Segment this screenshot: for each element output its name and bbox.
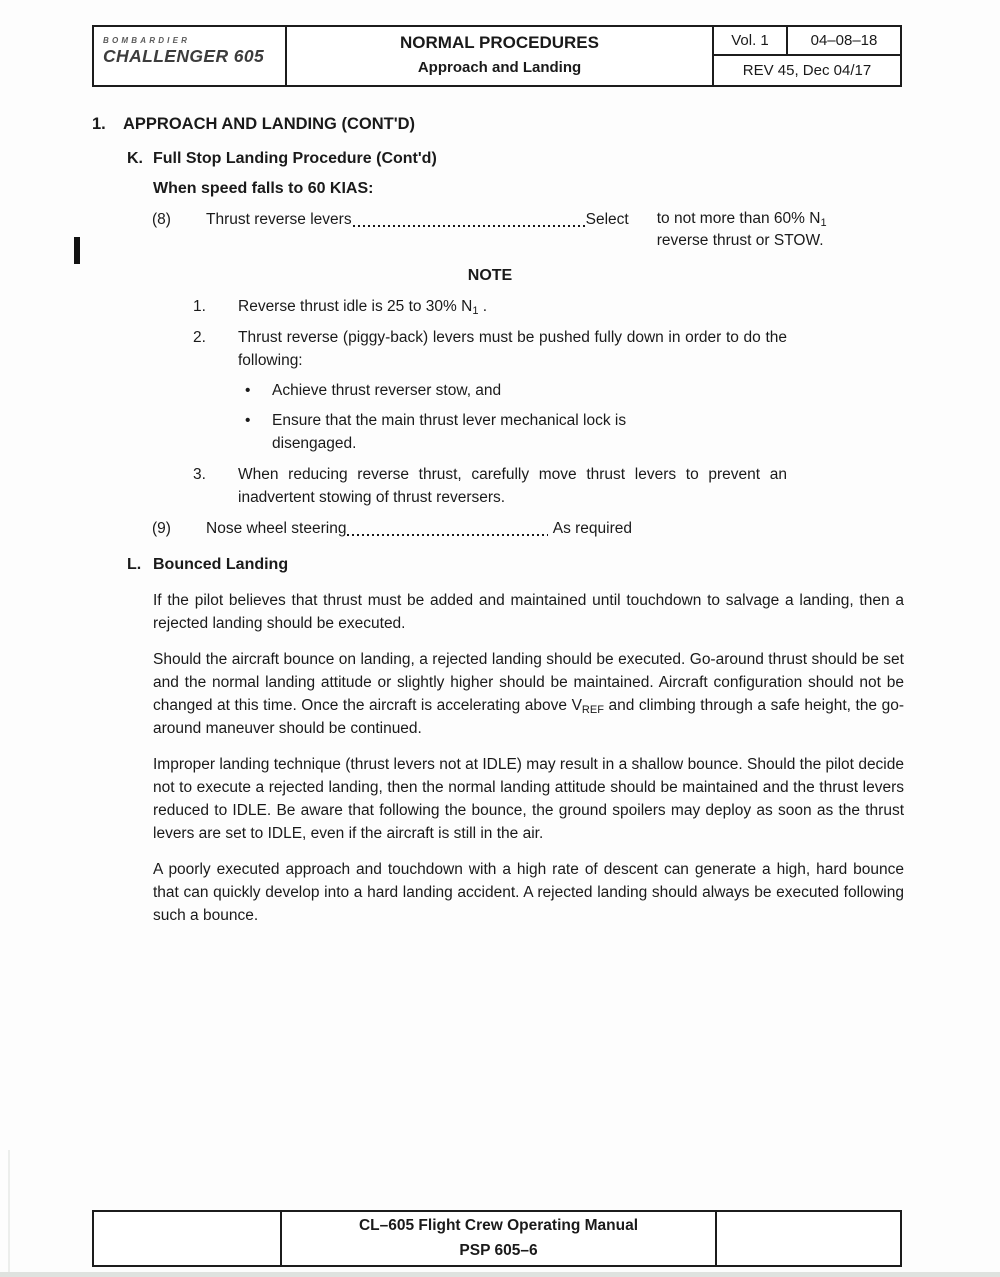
item8-result-line1: to not more than 60% N — [656, 210, 821, 227]
subsection-l-title: Bounced Landing — [153, 556, 289, 573]
note-bullet-1-text: Achieve thrust reverser stow, and — [272, 382, 502, 399]
subsection-k-letter: K. — [127, 150, 143, 167]
paragraph-2-pre: Should the aircraft bounce on landing, a rejected landing should be executed. Go-around thrust should be set and the normal landing attitude or slightly higher should be maintained. Aircraft configuration should not be changed at this time. Once the aircraft is accelerating above V — [153, 651, 904, 714]
item8-action: Select — [585, 211, 629, 228]
header-meta-cell — [712, 27, 900, 85]
note-item-1-pre: Reverse thrust idle is 25 to 30% N — [238, 298, 473, 315]
item9-action: As required — [552, 520, 632, 537]
revision-label: REV 45, Dec 04/17 — [742, 62, 872, 79]
n1-subscript: 1 — [820, 217, 827, 229]
note-item-2-text: Thrust reverse (piggy-back) levers must be pushed fully down in order to do the following: — [238, 329, 787, 369]
note-item-3 — [193, 463, 787, 509]
item8-number: (8) — [152, 211, 171, 228]
note-item-3-number: 3. — [193, 466, 206, 483]
scan-edge-artifact — [0, 1272, 1000, 1277]
subsection-l-heading — [127, 553, 905, 576]
item8-dot-leader — [353, 225, 585, 227]
section-heading — [92, 113, 905, 136]
checklist-item-9-challenge — [152, 517, 632, 540]
item9-label: Nose wheel steering — [206, 520, 347, 537]
note-item-1-text — [238, 295, 787, 318]
footer-page-code: PSP 605–6 — [459, 1242, 538, 1259]
checklist-item-8-challenge — [152, 208, 629, 231]
subsection-k-title: Full Stop Landing Procedure (Cont'd) — [153, 150, 437, 167]
bombardier-wordmark: BOMBARDIER — [103, 36, 191, 45]
item8-result — [657, 208, 905, 252]
footer-manual-title: CL–605 Flight Crew Operating Manual — [358, 1217, 639, 1234]
brand-logo — [94, 27, 287, 85]
document-title: NORMAL PROCEDURES — [400, 33, 599, 52]
paragraph-4: A poorly executed approach and touchdown with a high rate of descent can generate a high, hard bounce that can quickly develop into a hard landing accident. A rejected landing should always be executed following such a bounce. — [153, 861, 904, 924]
note-item-1-post: . — [478, 298, 488, 315]
page-body — [92, 113, 905, 927]
subsection-k-heading — [127, 147, 905, 170]
checklist-item-9 — [152, 517, 905, 540]
bullet-marker-icon: • — [245, 412, 251, 429]
note-heading: NOTE — [467, 267, 513, 284]
n1-subscript: 1 — [472, 305, 479, 317]
scan-edge-artifact — [8, 1150, 10, 1272]
footer-left-cell — [94, 1212, 282, 1265]
bullet-marker-icon: • — [245, 382, 251, 399]
subsection-l-letter: L. — [127, 556, 142, 573]
section-title: APPROACH AND LANDING (CONT'D) — [123, 115, 416, 133]
page-header — [92, 25, 902, 87]
revision-change-bar — [74, 237, 80, 264]
note-item-1 — [193, 295, 787, 318]
vref-subscript: REF — [581, 704, 604, 716]
item8-result-line2: reverse thrust or STOW. — [656, 232, 824, 249]
speed-condition: When speed falls to 60 KIAS: — [153, 180, 374, 197]
note-bullet-2-text: Ensure that the main thrust lever mechanical lock is disengaged. — [272, 412, 627, 452]
paragraph-2 — [153, 648, 904, 740]
volume-label: Vol. 1 — [714, 27, 788, 54]
paragraph-3: Improper landing technique (thrust levers not at IDLE) may result in a shallow bounce. Should the pilot decide not to execute a rejected landing, then the normal landing attitude should be maintained and the thrust levers reduced to IDLE. Be aware that following the bounce, the ground spoilers may deploy as soon as the thrust levers are set to IDLE, even if the aircraft is still in the air. — [153, 756, 904, 842]
note-block — [193, 264, 787, 509]
challenger-605-logo: CHALLENGER 605 — [103, 46, 265, 66]
paragraph-2-post: and climbing through a safe height, the go-around maneuver should be continued. — [153, 697, 905, 737]
footer-right-cell — [715, 1212, 900, 1265]
section-number: 1. — [92, 115, 106, 133]
footer-center-cell — [282, 1212, 715, 1265]
checklist-item-8 — [152, 208, 905, 252]
item8-label: Thrust reverse levers — [206, 211, 352, 228]
note-item-2 — [193, 326, 787, 372]
document-subtitle: Approach and Landing — [417, 59, 582, 76]
note-item-3-text: When reducing reverse thrust, carefully move thrust levers to prevent an inadvertent stowing of thrust reversers. — [238, 466, 787, 506]
note-item-2-number: 2. — [193, 329, 206, 346]
note-item-1-number: 1. — [193, 298, 206, 315]
page-footer — [92, 1210, 902, 1267]
note-bullet-1 — [245, 379, 787, 402]
header-title-cell — [287, 27, 712, 85]
paragraph-1: If the pilot believes that thrust must be added and maintained until touchdown to salvage a landing, then a rejected landing should be executed. — [153, 592, 904, 632]
date-code-label: 04–08–18 — [810, 32, 878, 49]
note-bullet-2 — [245, 409, 787, 455]
item9-number: (9) — [152, 520, 171, 537]
item9-dot-leader — [347, 534, 547, 536]
note-bullet-list — [245, 379, 787, 455]
header-meta-top-row — [714, 27, 900, 56]
